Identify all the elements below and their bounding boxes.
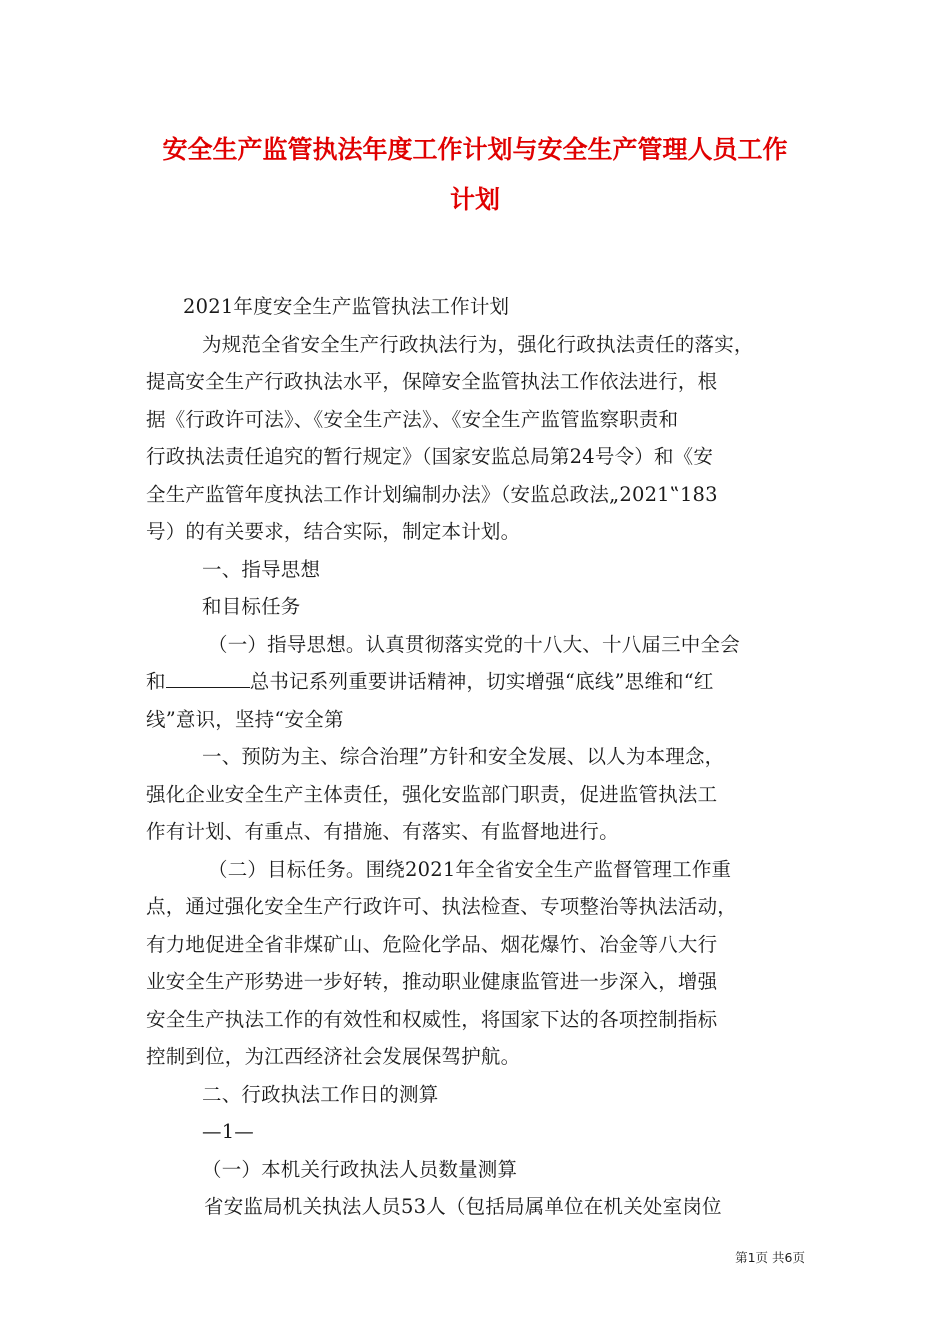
subsection-heading: （一）本机关行政执法人员数量测算 [202, 1157, 518, 1181]
paragraph-line: 线”意识，坚持“安全第 [146, 707, 344, 731]
paragraph-line: 控制到位，为江西经济社会发展保驾护航。 [146, 1045, 521, 1068]
paragraph-line: 有力地促进全省非煤矿山、危险化学品、烟花爆竹、冶金等八大行 [146, 932, 718, 956]
paragraph-line [146, 663, 811, 701]
paragraph-line: 作有计划、有重点、有措施、有落实、有监督地进行。 [146, 820, 619, 843]
document-body [146, 288, 811, 1226]
paragraph-line: 提高安全生产行政执法水平，保障安全监管执法工作依法进行，根 [146, 370, 718, 393]
paragraph-line: 全生产监管年度执法工作计划编制办法》（安监总政法„2021‟183 [146, 482, 718, 506]
section-heading: 和目标任务 [202, 595, 301, 618]
blank-underline [166, 671, 250, 688]
section-heading: 二、行政执法工作日的测算 [202, 1082, 439, 1106]
page-marker: —1— [202, 1120, 255, 1143]
paragraph-line: 号）的有关要求，结合实际，制定本计划。 [146, 520, 521, 543]
section-heading: 一、指导思想 [202, 557, 321, 581]
paragraph-line: 一、预防为主、综合治理”方针和安全发展、以人为本理念， [202, 745, 725, 768]
paragraph-line: 点，通过强化安全生产行政许可、执法检查、专项整治等执法活动， [146, 895, 738, 918]
page-number-footer: 第1页 共6页 [735, 1250, 805, 1265]
paragraph-line: 业安全生产形势进一步好转，推动职业健康监管进一步深入，增强 [146, 970, 718, 993]
paragraph-text: 总书记系列重要讲话精神，切实增强“底线”思维和“红 [249, 670, 714, 693]
document-title-line-2: 计划 [449, 185, 500, 214]
paragraph-line: 强化企业安全生产主体责任，强化安监部门职责，促进监管执法工 [146, 782, 718, 806]
plan-heading: 2021年度安全生产监管执法工作计划 [183, 295, 510, 318]
paragraph-text: 和 [146, 670, 166, 693]
paragraph-line: 省安监局机关执法人员53人（包括局属单位在机关处室岗位 [204, 1195, 722, 1218]
paragraph-line: 行政执法责任追究的暂行规定》（国家安监总局第24号令）和《安 [146, 445, 714, 468]
paragraph-line: （一）指导思想。认真贯彻落实党的十八大、十八届三中全会 [208, 632, 740, 656]
document-title-line-1: 安全生产监管执法年度工作计划与安全生产管理人员工作 [162, 135, 788, 164]
paragraph-line: 安全生产执法工作的有效性和权威性，将国家下达的各项控制指标 [146, 1007, 718, 1031]
paragraph-line: （二）目标任务。围绕2021年全省安全生产监督管理工作重 [208, 857, 732, 881]
paragraph-line: 为规范全省安全生产行政执法行为，强化行政执法责任的落实， [202, 332, 754, 356]
paragraph-line: 据《行政许可法》、《安全生产法》、《安全生产监管监察职责和 [146, 407, 679, 431]
